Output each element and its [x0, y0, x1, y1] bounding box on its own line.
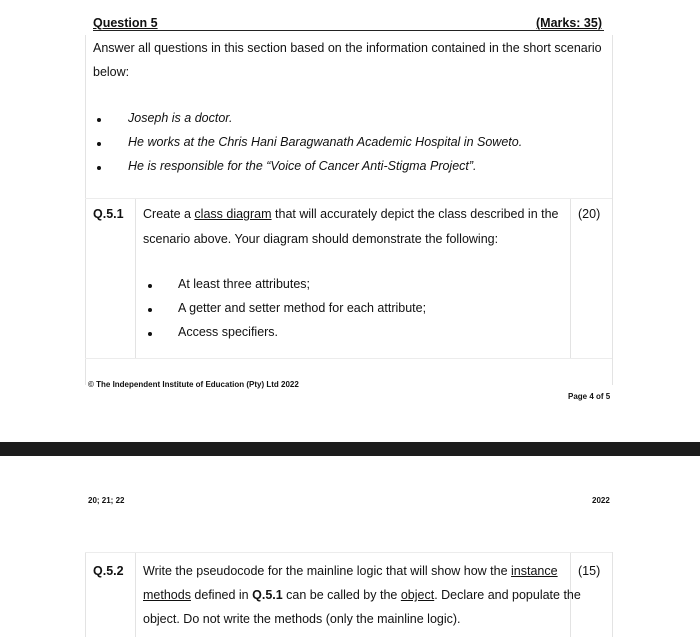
question-number-5-2: Q.5.2: [93, 564, 124, 578]
table-border-left: [85, 552, 86, 637]
marks-heading: (Marks: 35): [536, 16, 602, 30]
bullet-icon: [97, 166, 101, 170]
number-column-divider: [135, 552, 136, 637]
question-heading: Question 5: [93, 16, 158, 30]
document-page-5: [0, 456, 700, 637]
q51-line-2: scenario above. Your diagram should demonstrate the following:: [143, 232, 499, 246]
q52-marks: (15): [578, 564, 601, 578]
table-border-left: [85, 35, 86, 385]
bullet-icon: [148, 308, 152, 312]
table-bottom-border: [85, 358, 612, 359]
heading-rule: [93, 30, 604, 31]
bullet-icon: [97, 142, 101, 146]
table-top-border: [85, 552, 612, 553]
q52-line-3: object. Do not write the methods (only the mainline logic).: [143, 612, 461, 626]
table-border-right: [612, 552, 613, 637]
table-row-divider: [85, 198, 612, 199]
page-header-left: 20; 21; 22: [88, 496, 125, 505]
bullet-icon: [148, 332, 152, 336]
q51-marks: (20): [578, 207, 601, 221]
q52-line-1: Write the pseudocode for the mainline logic that will show how the instance: [143, 564, 558, 578]
class-diagram-term: class diagram: [194, 207, 272, 221]
scenario-item: He works at the Chris Hani Baragwanath Academic Hospital in Soweto.: [128, 135, 523, 149]
bullet-icon: [148, 284, 152, 288]
marks-column-divider: [570, 198, 571, 358]
requirement-item: A getter and setter method for each attribute;: [178, 301, 427, 315]
requirement-item: Access specifiers.: [178, 325, 279, 339]
q51-line-1: Create a class diagram that will accurately depict the class described in the: [143, 207, 559, 221]
intro-line-1: Answer all questions in this section based on the information contained in the short scenario: [93, 41, 602, 55]
page-header-right: 2022: [592, 496, 610, 505]
copyright-footer: © The Independent Institute of Education (Pty) Ltd 2022: [88, 380, 299, 389]
instance-methods-term: instance: [511, 564, 558, 578]
bullet-icon: [97, 118, 101, 122]
scenario-item: He is responsible for the “Voice of Cancer Anti-Stigma Project”.: [128, 159, 477, 173]
number-column-divider: [135, 198, 136, 358]
scenario-item: Joseph is a doctor.: [128, 111, 233, 125]
page-number: Page 4 of 5: [568, 392, 611, 401]
requirement-item: At least three attributes;: [178, 277, 311, 291]
q52-line-2: methods defined in Q.5.1 can be called by the object. Declare and populate the: [143, 588, 581, 602]
object-term: object: [400, 588, 435, 602]
table-border-right: [612, 35, 613, 385]
question-number-5-1: Q.5.1: [93, 207, 124, 221]
intro-line-2: below:: [93, 65, 130, 79]
